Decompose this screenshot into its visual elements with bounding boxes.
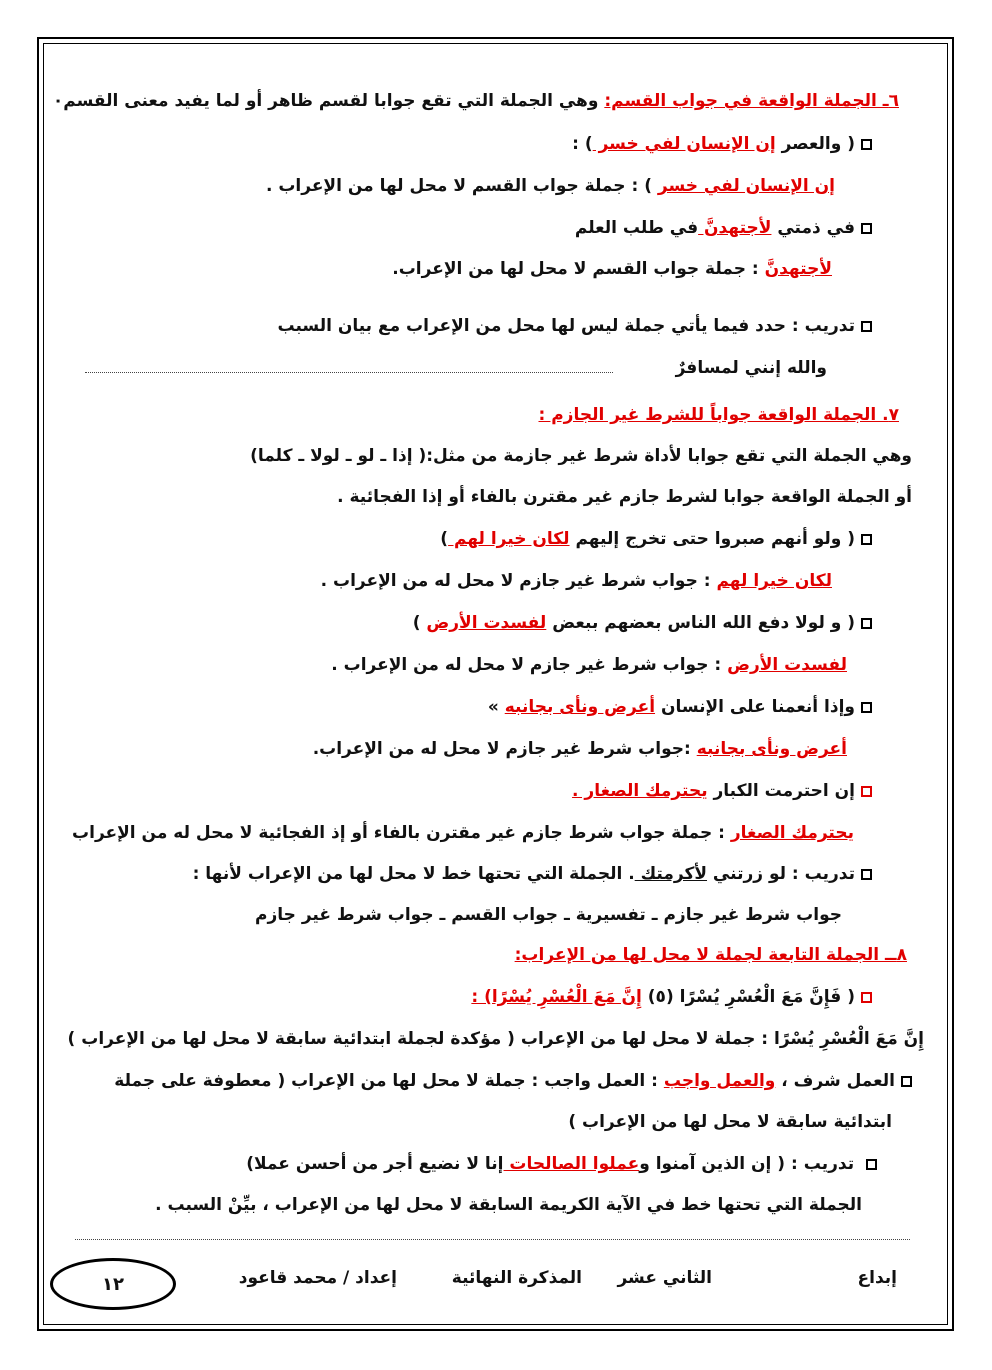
- s8-ex2-end: : العمل واجب : جملة لا محل لها من الإعراب ( معطوفة على جملة: [114, 1071, 664, 1091]
- s7-ans3-highlight: أعرض ونأى بجانبه: [696, 739, 847, 759]
- s6-ex2-text: في ذمتي: [771, 218, 855, 238]
- footer-author: إعداد / محمد قاعود: [238, 1268, 397, 1288]
- s7-definition-1: وهي الجملة التي تقع جوابا لأداة شرط غير جازمة من مثل:( إذا ـ لو ـ لولا ـ كلما): [250, 446, 912, 466]
- checkbox-icon: [861, 786, 872, 797]
- s8-training-text: تدريب : ( إن الذين آمنوا و: [639, 1154, 860, 1174]
- s7-ex1-highlight: لكان خيرا لهم: [448, 529, 570, 549]
- footer-ibda: إبداع: [857, 1268, 897, 1288]
- checkbox-icon: [901, 1076, 912, 1087]
- s6-ans2-text: : جملة جواب القسم لا محل لها من الإعراب.: [392, 259, 765, 279]
- checkbox-icon: [861, 869, 872, 880]
- checkbox-icon: [861, 992, 872, 1003]
- page-number: ١٢: [102, 1273, 124, 1295]
- s7-title: ٧. الجملة الواقعة جواباً للشرط غير الجازم :: [538, 405, 899, 425]
- s6-training: [277, 314, 872, 338]
- s7-answer-4: [72, 821, 854, 845]
- checkbox-icon: [861, 223, 872, 234]
- checkbox-icon: [861, 702, 872, 713]
- s8-ex1-text: ( فَإِنَّ مَعَ الْعُسْرِ يُسْرًا (٥): [641, 987, 855, 1007]
- s7-ans1-highlight: لكان خيرا لهم: [716, 571, 832, 591]
- s6-training-text: تدريب : حدد فيما يأتي جملة ليس لها محل من الإعراب مع بيان السبب: [277, 316, 855, 336]
- s7-answer-3: [313, 737, 847, 761]
- s8-training-highlight: عملوا الصالحات: [503, 1154, 640, 1174]
- s7-example-2: [413, 611, 872, 635]
- s7-ex3-highlight: أعرض ونأى بجانبه: [504, 697, 656, 717]
- s6-example-2: [575, 216, 872, 240]
- answer-dotted-line: [75, 1239, 910, 1240]
- s8-example-2: [114, 1069, 912, 1093]
- s6-ex1-end: ) :: [572, 134, 593, 154]
- checkbox-icon: [861, 139, 872, 150]
- s6-example-1: [572, 132, 872, 156]
- s8-ex1-highlight: إِنَّ مَعَ الْعُسْرِ يُسْرًا) :: [471, 987, 642, 1007]
- s6-ex1-text: ( والعصر: [775, 134, 855, 154]
- s7-example-4: [572, 779, 872, 803]
- s6-ex1-highlight: إن الإنسان لفي خسر: [592, 134, 776, 154]
- s7-definition-2: أو الجملة الواقعة جوابا لشرط جازم غير مقترن بالفاء أو إذا الفجائية .: [337, 487, 912, 507]
- s7-ans4-text: : جملة جواب شرط جازم غير مقترن بالفاء أو إذ الفجائية لا محل له من الإعراب: [72, 823, 731, 843]
- s6-ex2-end: في طلب العلم: [574, 218, 699, 238]
- s7-heading: [539, 403, 900, 427]
- s8-answer-1: إِنَّ مَعَ الْعُسْرِ يُسْرًا : جملة لا محل لها من الإعراب ( مؤكدة لجملة ابتدائية سابقة لا محل لها من الإعراب ): [67, 1029, 924, 1049]
- s8-example-2-continuation: ابتدائية سابقة لا محل لها من الإعراب ): [568, 1112, 892, 1132]
- s7-ex2-end: ): [412, 613, 427, 633]
- s7-ex3-end: »: [487, 697, 505, 717]
- footer-memo: المذكرة النهائية: [451, 1268, 582, 1288]
- s7-ans1-text: : جواب شرط غير جازم لا محل له من الإعراب .: [320, 571, 717, 591]
- s7-ex4-highlight: يحترمك الصغار .: [572, 781, 708, 801]
- s7-training-text: تدريب : لو زرتني: [707, 864, 855, 884]
- s6-training-example: والله إنني لمسافرٌ: [675, 358, 827, 378]
- footer-grade: الثاني عشر: [617, 1268, 712, 1288]
- s7-answer-1: [321, 569, 832, 593]
- s7-ans2-text: : جواب شرط غير جازم لا محل له من الإعراب .: [331, 655, 728, 675]
- checkbox-icon: [866, 1159, 877, 1170]
- s7-ans2-highlight: لفسدت الأرض: [727, 655, 847, 675]
- checkbox-icon: [861, 534, 872, 545]
- s7-training-underlined: لأكرمتك: [634, 864, 708, 884]
- s6-ex2-highlight: لأجتهدنَّ: [698, 218, 772, 238]
- s8-training-end: إنا لا نضيع أجر من أحسن عملا): [246, 1154, 504, 1174]
- s8-ex2-highlight: والعمل واجب: [663, 1071, 776, 1091]
- s7-example-3: [488, 695, 872, 719]
- s8-title: ٨ــ الجملة التابعة لجملة لا محل لها من الإعراب:: [514, 945, 907, 965]
- s6-title: ٦ـ الجملة الواقعة في جواب القسم:: [604, 91, 899, 111]
- s6-definition: وهي الجملة التي تقع جوابا لقسم ظاهر أو لما يفيد معنى القسم٠: [52, 91, 605, 111]
- s7-example-1: [440, 527, 872, 551]
- s6-answer-2: [392, 257, 832, 281]
- s7-ex1-text: ( ولو أنهم صبروا حتى تخرج إليهم: [569, 529, 855, 549]
- answer-dotted-line: [85, 372, 613, 373]
- s6-ans1-text: ) : جملة جواب القسم لا محل لها من الإعراب .: [265, 176, 658, 196]
- s7-ans4-highlight: يحترمك الصغار: [730, 823, 854, 843]
- s7-answer-2: [331, 653, 847, 677]
- s8-heading: [515, 943, 907, 967]
- s7-choices: جواب شرط غير جازم ـ تفسيرية ـ جواب القسم ـ جواب شرط غير جازم: [255, 905, 842, 925]
- s6-ans2-highlight: لأجتهدنَّ: [764, 259, 832, 279]
- s8-example-1: [471, 985, 872, 1009]
- page-number-oval: [50, 1258, 176, 1310]
- s7-ex2-highlight: لفسدت الأرض: [426, 613, 547, 633]
- s8-training-question: الجملة التي تحتها خط في الآية الكريمة السابقة لا محل لها من الإعراب ، بيِّنْ السبب .: [155, 1195, 862, 1215]
- s7-training-end: . الجملة التي تحتها خط لا محل لها من الإعراب لأنها :: [192, 864, 635, 884]
- s7-ex2-text: ( و لولا دفع الله الناس بعضهم ببعض: [546, 613, 855, 633]
- s6-answer-1: [266, 174, 835, 198]
- s7-ex4-text: إن احترمت الكبار: [707, 781, 855, 801]
- s8-ex2-text: العمل شرف ،: [775, 1071, 895, 1091]
- s7-ans3-text: :جواب شرط غير جازم لا محل له من الإعراب.: [312, 739, 697, 759]
- s6-ans1-highlight: إن الإنسان لفي خسر: [657, 176, 835, 196]
- s7-ex1-end: ): [440, 529, 449, 549]
- checkbox-icon: [861, 321, 872, 332]
- s8-training: [246, 1152, 877, 1176]
- s7-ex3-text: وإذا أنعمنا على الإنسان: [655, 697, 855, 717]
- s6-heading-line: [53, 89, 899, 113]
- checkbox-icon: [861, 618, 872, 629]
- s7-training: [193, 862, 872, 886]
